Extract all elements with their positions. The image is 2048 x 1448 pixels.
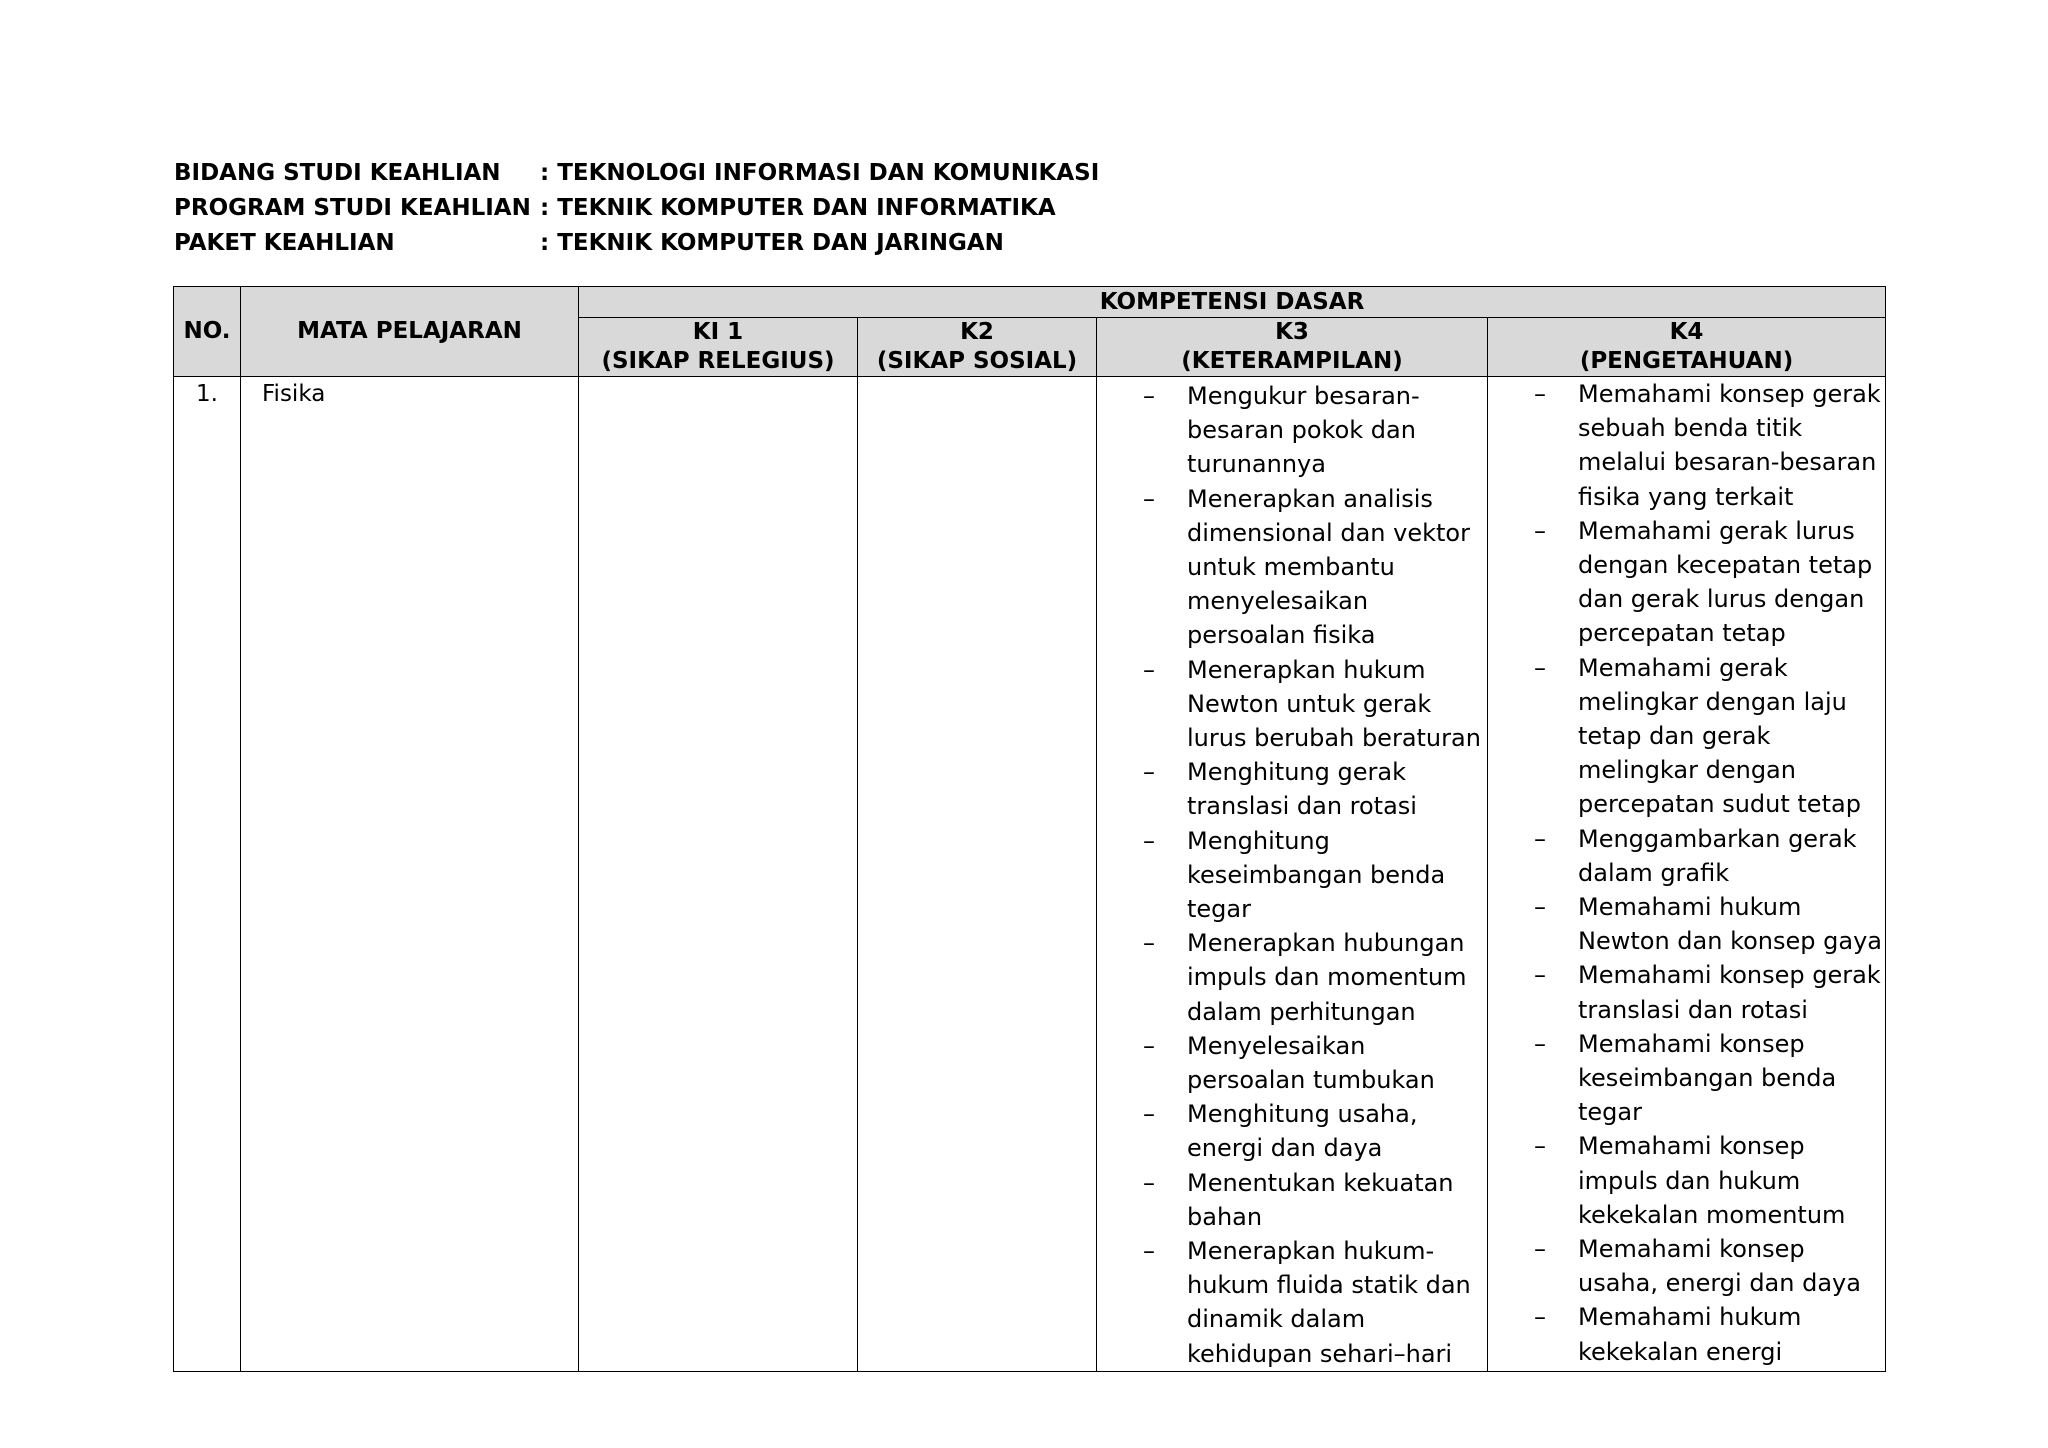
list-item (1488, 958, 1885, 1026)
subject-name: Fisika (241, 377, 579, 1372)
header-value: : TEKNIK KOMPUTER DAN JARINGAN (540, 230, 1004, 256)
header-row-program (174, 191, 1099, 226)
dash-bullet: – (1534, 516, 1546, 545)
dash-bullet: – (1534, 380, 1546, 408)
column-subtitle: (PENGETAHUAN) (1579, 348, 1794, 374)
list-item-text: Memahami konsep keseimbangan benda tegar (1578, 1029, 1837, 1127)
list-item-text: Memahami konsep impuls dan hukum kekekalan momentum (1578, 1132, 1846, 1229)
list-item-text: Memahami konsep usaha, energi dan daya (1578, 1235, 1861, 1298)
column-header-k3 (1097, 318, 1488, 377)
column-group-kompetensi-dasar: KOMPETENSI DASAR (579, 287, 1886, 318)
list-item (1097, 482, 1487, 653)
list-item-text: Menggambarkan gerak dalam grafik (1578, 824, 1857, 887)
dash-bullet: – (1534, 1303, 1546, 1332)
list-item (1488, 651, 1885, 822)
list-item (1488, 1300, 1885, 1368)
dash-bullet: – (1534, 1235, 1546, 1264)
dash-bullet: – (1143, 484, 1155, 513)
header-label: BIDANG STUDI KEAHLIAN (174, 160, 501, 186)
list-item (1097, 1166, 1487, 1234)
dash-bullet: – (1143, 826, 1155, 855)
list-item-text: Menyelesaikan persoalan tumbukan (1187, 1031, 1435, 1095)
column-title: K2 (960, 319, 994, 345)
dash-bullet: – (1143, 382, 1155, 410)
ki1-cell (579, 377, 858, 1372)
dash-bullet: – (1143, 929, 1155, 958)
k3-list (1143, 379, 1487, 1371)
list-item (1488, 1129, 1885, 1232)
list-item (1097, 824, 1487, 927)
dash-bullet: – (1143, 655, 1155, 684)
column-subtitle: (SIKAP SOSIAL) (876, 348, 1078, 374)
list-item-text: Mengukur besaran-besaran pokok dan turunannya (1187, 382, 1420, 479)
header-label: PAKET KEAHLIAN (174, 230, 395, 256)
list-item (1097, 653, 1487, 756)
column-header-no: NO. (174, 287, 241, 377)
k3-cell (1097, 377, 1488, 1372)
dash-bullet: – (1534, 824, 1546, 853)
header-row-bidang (174, 156, 1099, 191)
document-header (174, 156, 1099, 261)
list-item-text: Menerapkan analisis dimensional dan vektor untuk membantu menyelesaikan persoalan fisika (1187, 484, 1470, 650)
dash-bullet: – (1143, 1237, 1155, 1266)
header-value: : TEKNIK KOMPUTER DAN INFORMATIKA (540, 195, 1056, 221)
dash-bullet: – (1143, 1031, 1155, 1060)
k4-list (1534, 377, 1885, 1369)
column-subtitle: (SIKAP RELEGIUS) (601, 348, 835, 374)
header-label: PROGRAM STUDI KEAHLIAN (174, 195, 531, 221)
list-item (1488, 377, 1885, 514)
list-item-text: Menghitung gerak translasi dan rotasi (1187, 758, 1417, 821)
list-item-text: Memahami hukum kekekalan energi (1578, 1303, 1802, 1366)
list-item-text: Memahami gerak lurus dengan kecepatan tetap dan gerak lurus dengan percepatan tetap (1578, 516, 1873, 648)
list-item (1097, 379, 1487, 482)
column-header-ki1 (579, 318, 858, 377)
column-title: K4 (1669, 319, 1704, 345)
list-item (1488, 1232, 1885, 1300)
list-item-text: Memahami konsep gerak translasi dan rotasi (1578, 961, 1881, 1024)
dash-bullet: – (1534, 961, 1546, 990)
dash-bullet: – (1534, 1029, 1546, 1058)
header-value: : TEKNOLOGI INFORMASI DAN KOMUNIKASI (540, 160, 1100, 186)
list-item-text: Menghitung keseimbangan benda tegar (1187, 826, 1446, 924)
k4-cell (1488, 377, 1886, 1372)
dash-bullet: – (1534, 1132, 1546, 1161)
kompetensi-table (173, 286, 1886, 1372)
list-item-text: Menerapkan hukum Newton untuk gerak lurus berubah beraturan (1187, 655, 1481, 753)
list-item-text: Memahami gerak melingkar dengan laju tetap dan gerak melingkar dengan percepatan sudut tetap (1578, 653, 1861, 819)
row-number: 1. (174, 377, 241, 1372)
column-subtitle: (KETERAMPILAN) (1181, 348, 1403, 374)
dash-bullet: – (1143, 1168, 1155, 1197)
list-item-text: Memahami hukum Newton dan konsep gaya (1578, 893, 1882, 956)
table-row (174, 377, 1886, 1372)
dash-bullet: – (1534, 653, 1546, 682)
dash-bullet: – (1143, 1100, 1155, 1129)
list-item (1488, 514, 1885, 651)
header-row-paket (174, 226, 1099, 261)
list-item (1097, 926, 1487, 1029)
list-item-text: Menentukan kekuatan bahan (1187, 1168, 1454, 1231)
list-item (1097, 755, 1487, 823)
column-title: K3 (1275, 319, 1309, 345)
list-item (1097, 1029, 1487, 1097)
dash-bullet: – (1143, 758, 1155, 787)
column-title: KI 1 (692, 319, 744, 345)
list-item-text: Menerapkan hukum-hukum fluida statik dan dinamik dalam kehidupan sehari–hari (1187, 1237, 1471, 1368)
list-item-text: Menerapkan hubungan impuls dan momentum dalam perhitungan (1187, 929, 1467, 1026)
list-item (1097, 1234, 1487, 1371)
column-header-k2 (858, 318, 1097, 377)
list-item (1097, 1097, 1487, 1165)
k2-cell (858, 377, 1097, 1372)
list-item-text: Memahami konsep gerak sebuah benda titik melalui besaran-besaran fisika yang terkait (1578, 380, 1881, 511)
dash-bullet: – (1534, 893, 1546, 922)
column-header-k4 (1488, 318, 1886, 377)
column-header-subject: MATA PELAJARAN (241, 287, 579, 377)
list-item (1488, 1027, 1885, 1130)
list-item-text: Menghitung usaha, energi dan daya (1187, 1100, 1418, 1163)
list-item (1488, 822, 1885, 890)
list-item (1488, 890, 1885, 958)
